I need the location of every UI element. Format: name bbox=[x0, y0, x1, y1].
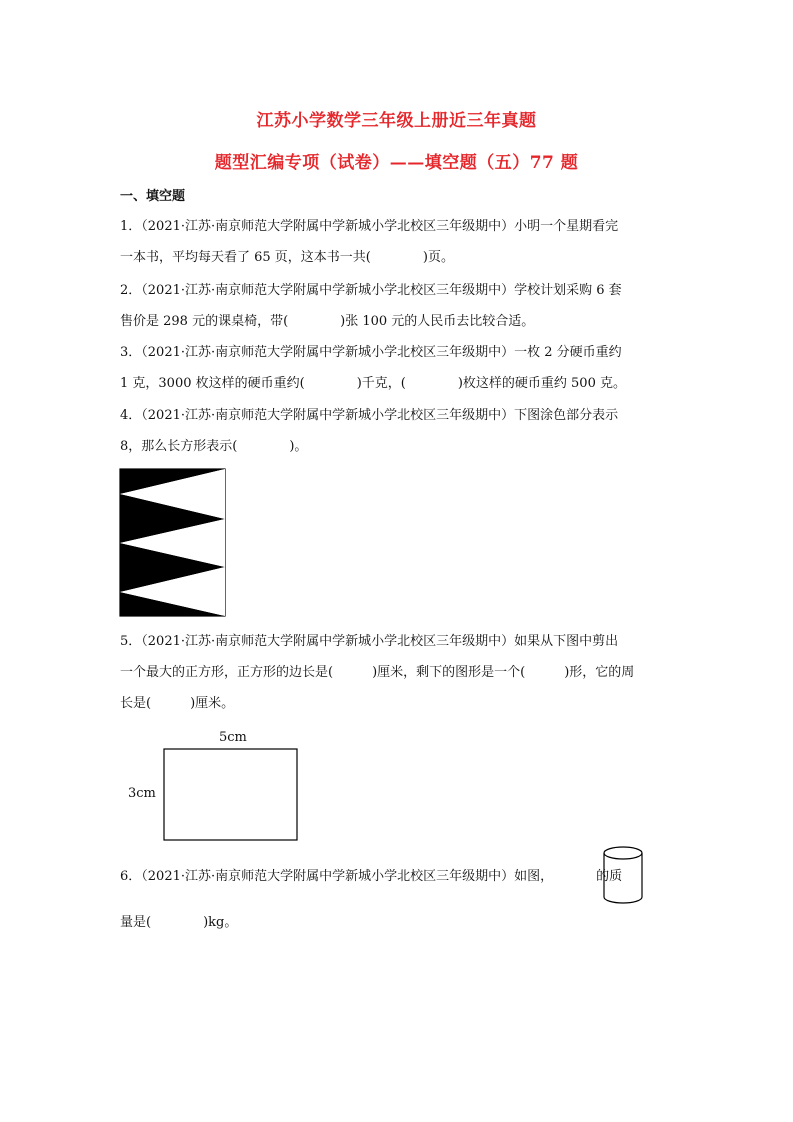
q6-line-2: 量是( )kg。 bbox=[120, 915, 238, 930]
q2-line-2: 售价是 298 元的课桌椅，带( )张 100 元的人民币去比较合适。 bbox=[120, 314, 535, 329]
q4-line-2: 8，那么长方形表示( )。 bbox=[120, 439, 308, 454]
cylinder-icon bbox=[600, 845, 646, 905]
q5-line-1: 5．（2021·江苏·南京师范大学附属中学新城小学北校区三年级期中）如果从下图中剪出 bbox=[120, 634, 619, 649]
q6-line-1-text: 6．（2021·江苏·南京师范大学附属中学新城小学北校区三年级期中）如图， bbox=[120, 869, 554, 884]
shaded-rectangle-figure bbox=[119, 468, 227, 618]
q3-line-1: 3．（2021·江苏·南京师范大学附属中学新城小学北校区三年级期中）一枚 2 分硬币重约 bbox=[120, 345, 622, 360]
q6-line-1 bbox=[120, 868, 680, 886]
q2-line-1: 2．（2021·江苏·南京师范大学附属中学新城小学北校区三年级期中）学校计划采购 6 套 bbox=[120, 283, 622, 298]
section-heading: 一、填空题 bbox=[120, 189, 186, 204]
title-line-1: 江苏小学数学三年级上册近三年真题 bbox=[256, 111, 537, 131]
q3-line-2: 1 克，3000 枚这样的硬币重约( )千克，( )枚这样的硬币重约 500 克。 bbox=[120, 376, 626, 391]
q4-line-1: 4．（2021·江苏·南京师范大学附属中学新城小学北校区三年级期中）下图涂色部分表示 bbox=[120, 408, 619, 423]
q5-line-3: 长是( )厘米。 bbox=[120, 696, 235, 711]
q1-line-2: 一本书，平均每天看了 65 页，这本书一共( )页。 bbox=[120, 250, 454, 265]
rect-height-label: 3cm bbox=[128, 786, 156, 801]
title-line-2: 题型汇编专项（试卷）——填空题（五）77 题 bbox=[214, 153, 579, 173]
rect-width-label: 5cm bbox=[219, 730, 247, 745]
q1-line-1: 1．（2021·江苏·南京师范大学附属中学新城小学北校区三年级期中）小明一个星期看完 bbox=[120, 219, 619, 234]
q5-line-2: 一个最大的正方形，正方形的边长是( )厘米，剩下的图形是一个( )形，它的周 bbox=[120, 665, 635, 680]
rectangle-5x3-figure bbox=[163, 748, 299, 842]
q6-line-1-tail: 的质 bbox=[596, 869, 623, 884]
